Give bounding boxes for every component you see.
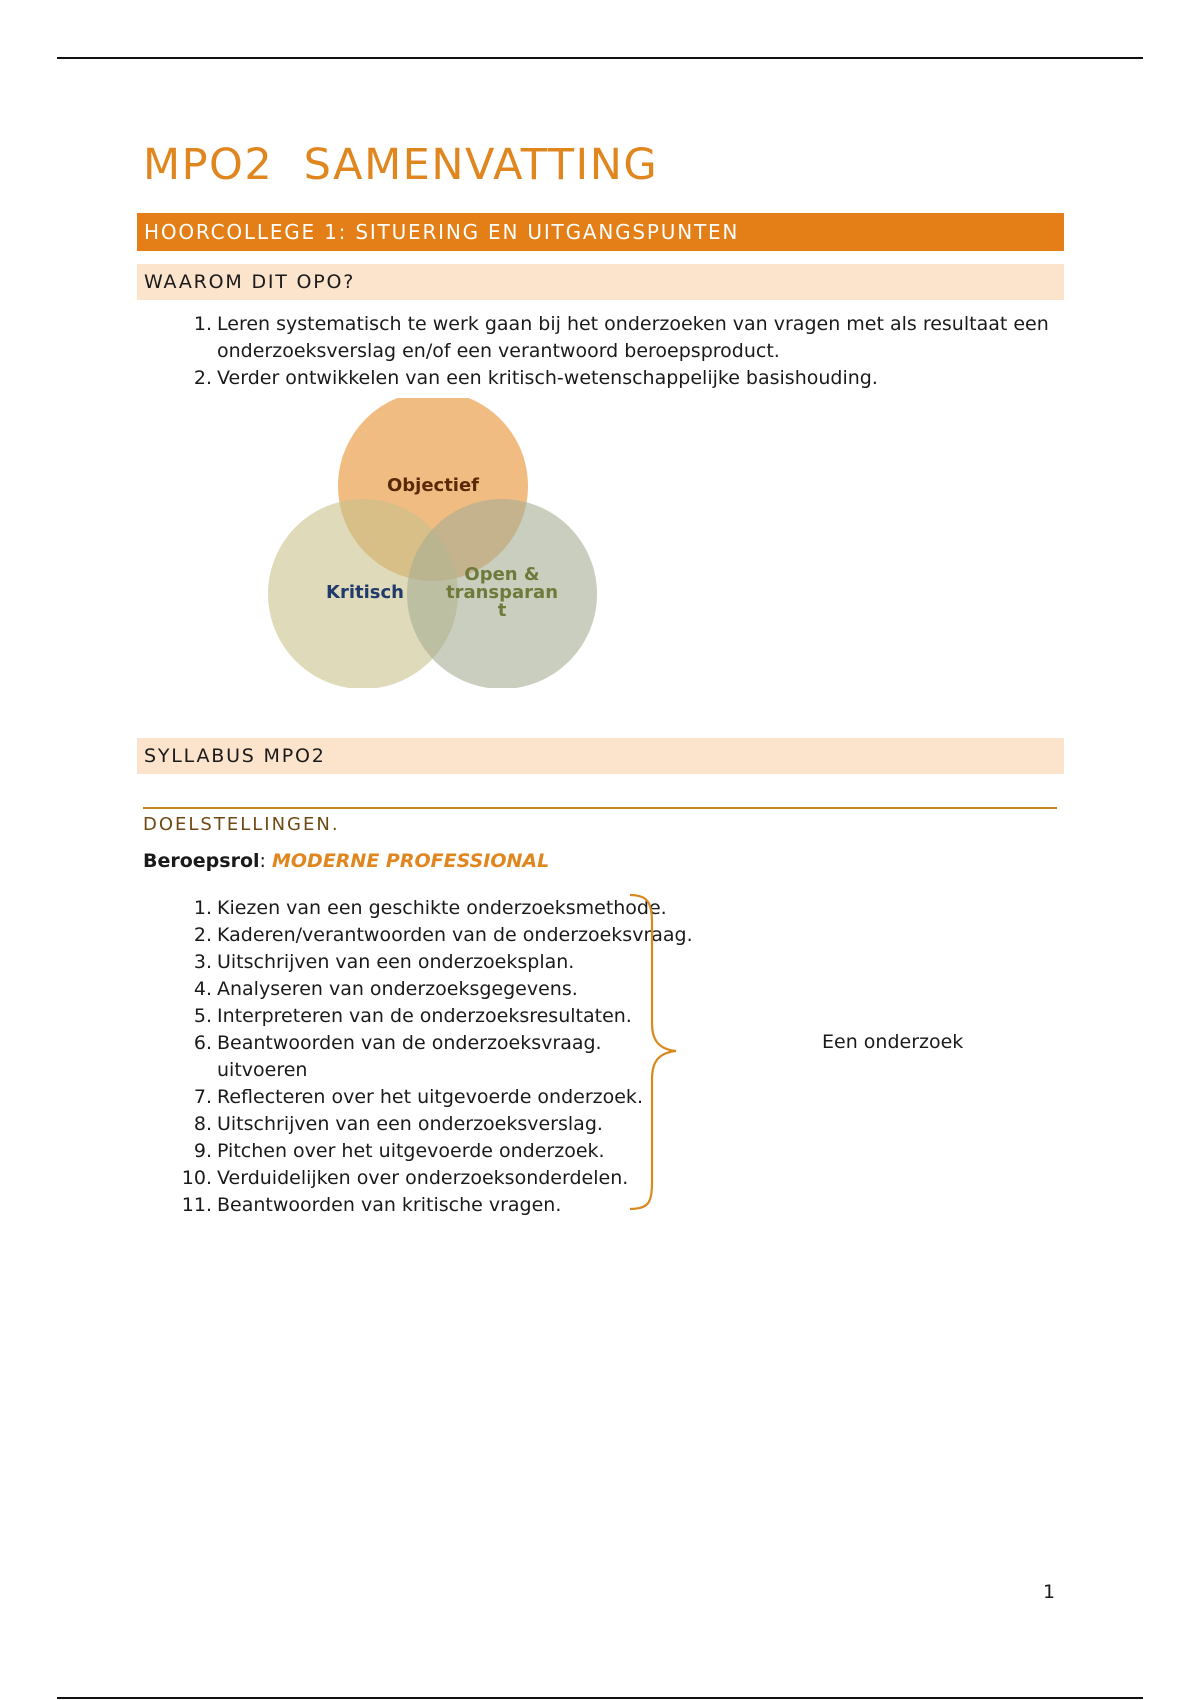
doelstellingen-rule [143,807,1057,809]
heading-syllabus: SYLLABUS MPO2 [137,738,1064,774]
page-top-rule [57,57,1143,59]
beroepsrol-line [143,850,549,872]
heading-waarom-dit-opo: WAAROM DIT OPO? [137,264,1064,300]
list-item: 2. Verder ontwikkelen van een kritisch-wetenschappelijke basishouding. [193,367,878,389]
list-item: 9. Pitchen over het uitgevoerde onderzoek. [193,1140,605,1162]
list-item: 4. Analyseren van onderzoeksgegevens. [193,978,578,1000]
list-item: 8. Uitschrijven van een onderzoeksverslag. [193,1113,603,1135]
venn-label-objectief: Objectief [386,475,480,496]
curly-brace-shape [618,893,678,1213]
page-bottom-rule [57,1697,1143,1699]
list-item: 11. Beantwoorden van kritische vragen. [181,1194,562,1216]
list-item: uitvoeren [217,1059,308,1081]
venn-label-open-line1: Open & [464,564,540,585]
document-title: MPO2 SAMENVATTING [143,140,659,190]
beroepsrol-separator: : [259,850,272,872]
list-item: 1. Kiezen van een geschikte onderzoeksmethode. [193,897,667,919]
list-item: 3. Uitschrijven van een onderzoeksplan. [193,951,575,973]
heading-doelstellingen: DOELSTELLINGEN. [143,814,340,835]
doelstellingen-list [180,895,900,1219]
venn-label-open-line3: t [497,600,507,621]
page-number: 1 [1043,1581,1056,1603]
list-item: 1. Leren systematisch te werk gaan bij het onderzoeken van vragen met als resultaat een onderzoeksverslag en/of een verantwoord beroepsproduct. [193,313,1049,362]
why-list [180,311,1060,392]
beroepsrol-value: MODERNE PROFESSIONAL [271,850,550,872]
list-item: 5. Interpreteren van de onderzoeksresultaten. [193,1005,632,1027]
list-item: 7. Reflecteren over het uitgevoerde onderzoek. [193,1086,643,1108]
list-item: 6. Beantwoorden van de onderzoeksvraag. [193,1032,602,1054]
beroepsrol-label: Beroepsrol [143,850,260,872]
list-item: 2. Kaderen/verantwoorden van de onderzoeksvraag. [193,924,693,946]
list-item: 10. Verduidelijken over onderzoeksonderdelen. [181,1167,629,1189]
brace-label: Een onderzoek [822,1031,964,1053]
venn-diagram [262,398,602,688]
venn-label-kritisch: Kritisch [326,582,404,603]
brace-path [630,895,676,1209]
heading-hoorcollege-1: HOORCOLLEGE 1: SITUERING EN UITGANGSPUNTEN [137,213,1064,251]
venn-label-open-line2: transparan [445,582,559,603]
